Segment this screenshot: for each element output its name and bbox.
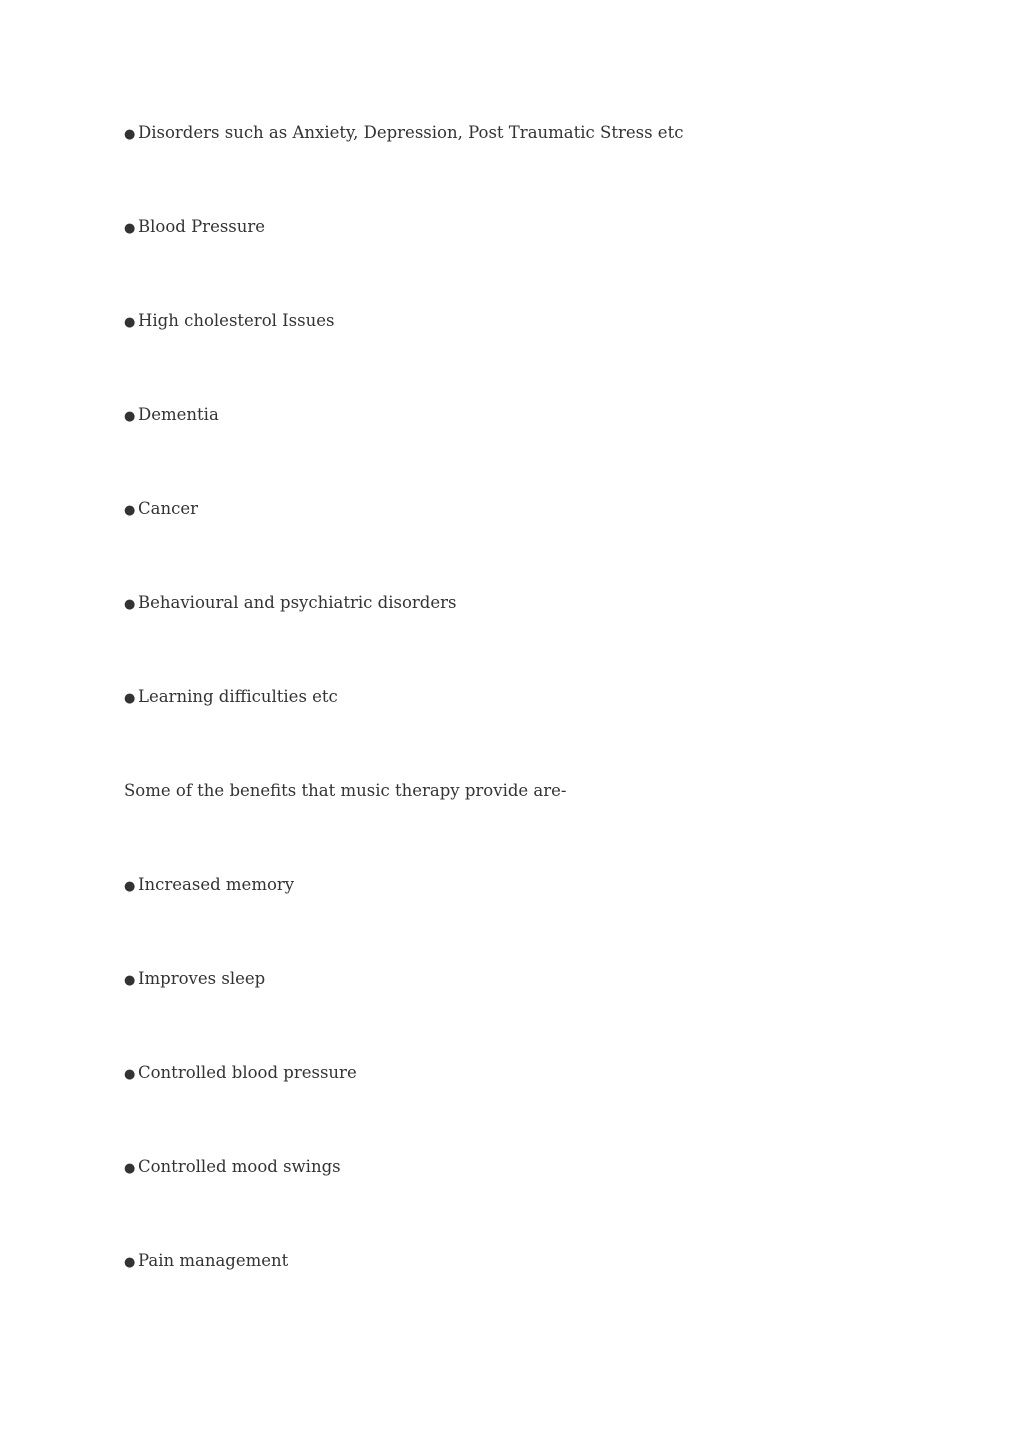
list-item-text: Learning difficulties etc	[138, 687, 338, 706]
benefits-intro-paragraph: Some of the benefits that music therapy provide are-	[124, 781, 567, 800]
list-item-text: Controlled blood pressure	[138, 1063, 357, 1082]
list-item-condition	[124, 215, 884, 239]
bullet-icon: ●	[124, 221, 136, 236]
list-item-text: Cancer	[138, 499, 198, 518]
bullet-icon: ●	[124, 503, 136, 518]
list-item-benefit	[124, 873, 884, 897]
list-item-text: Improves sleep	[138, 969, 266, 988]
list-item-text: Dementia	[138, 405, 219, 424]
bullet-icon: ●	[124, 409, 136, 424]
list-item-text: Disorders such as Anxiety, Depression, Post Traumatic Stress etc	[138, 123, 684, 142]
bullet-icon: ●	[124, 127, 136, 142]
list-item-condition	[124, 309, 884, 333]
document-content	[124, 121, 884, 1343]
list-item-condition	[124, 591, 884, 615]
bullet-icon: ●	[124, 315, 136, 330]
list-item-condition	[124, 121, 884, 145]
list-item-benefit	[124, 1249, 884, 1273]
list-item-benefit	[124, 1155, 884, 1179]
list-item-condition	[124, 685, 884, 709]
list-item-condition	[124, 497, 884, 521]
bullet-icon: ●	[124, 879, 136, 894]
list-item-text: Behavioural and psychiatric disorders	[138, 593, 457, 612]
list-item-text: Controlled mood swings	[138, 1157, 341, 1176]
bullet-icon: ●	[124, 1067, 136, 1082]
list-item-text: Increased memory	[138, 875, 295, 894]
bullet-icon: ●	[124, 1161, 136, 1176]
bullet-icon: ●	[124, 691, 136, 706]
list-item-text: Pain management	[138, 1251, 289, 1270]
bullet-icon: ●	[124, 597, 136, 612]
list-item-benefit	[124, 967, 884, 991]
list-item-text: High cholesterol Issues	[138, 311, 335, 330]
list-item-benefit	[124, 1061, 884, 1085]
bullet-icon: ●	[124, 973, 136, 988]
bullet-icon: ●	[124, 1255, 136, 1270]
list-item-condition	[124, 403, 884, 427]
list-item-text: Blood Pressure	[138, 217, 266, 236]
